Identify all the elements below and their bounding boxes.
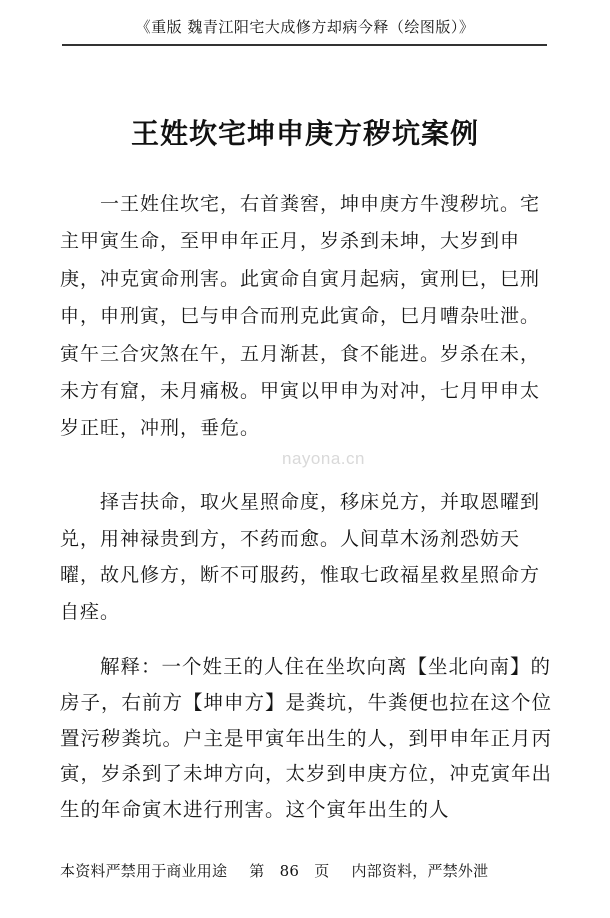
page-footer <box>60 860 560 881</box>
paragraph-explanation <box>60 650 555 829</box>
paragraph-remedy-text: 择吉扶命，取火星照命度，移床兑方，并取恩曜到兑，用神禄贵到方，不药而愈。人间草木汤剂恐妨天曜，故凡修方，断不可服药，惟取七政福星救星照命方自痊。 <box>60 491 541 623</box>
page-title: 王姓坎宅坤申庚方秽坑案例 <box>130 117 479 150</box>
page-number: 第 86 页 <box>249 862 330 880</box>
paragraph-explanation-text: 解释：一个姓王的人住在坐坎向离【坐北向南】的房子，右前方【坤申方】是粪坑，牛粪便也拉在这个位置污秽粪坑。户主是甲寅年出生的人，到甲申年正月丙寅，岁杀到了未坤方向，太岁到申庚方位，冲克寅年出生的年命寅木进行刑害。这个寅年出生的人 <box>60 657 553 822</box>
footer-right: 内部资料，严禁外泄 <box>351 862 489 880</box>
header-rule <box>62 44 547 46</box>
paragraph-case <box>60 186 555 448</box>
paragraph-case-text: 一王姓住坎宅，右首粪窖，坤申庚方牛溲秽坑。宅主甲寅生命，至甲申年正月，岁杀到未坤，大岁到申庚，冲克寅命刑害。此寅命自寅月起病，寅刑巳，巳刑申，申刑寅，巳与申合而刑克此寅命，巳月嘈杂吐泄。寅午三合灾煞在午，五月渐甚，食不能进。岁杀在未，未方有窟，未月痛极。甲寅以甲申为对冲，七月甲申太岁正旺，冲刑，垂危。 <box>60 193 541 440</box>
footer-left: 本资料严禁用于商业用途 <box>60 862 228 880</box>
watermark: nayona.cn <box>282 449 365 468</box>
paragraph-remedy <box>60 484 555 630</box>
running-header: 《重版 魏青江阳宅大成修方却病今释（绘图版）》 <box>135 18 475 36</box>
